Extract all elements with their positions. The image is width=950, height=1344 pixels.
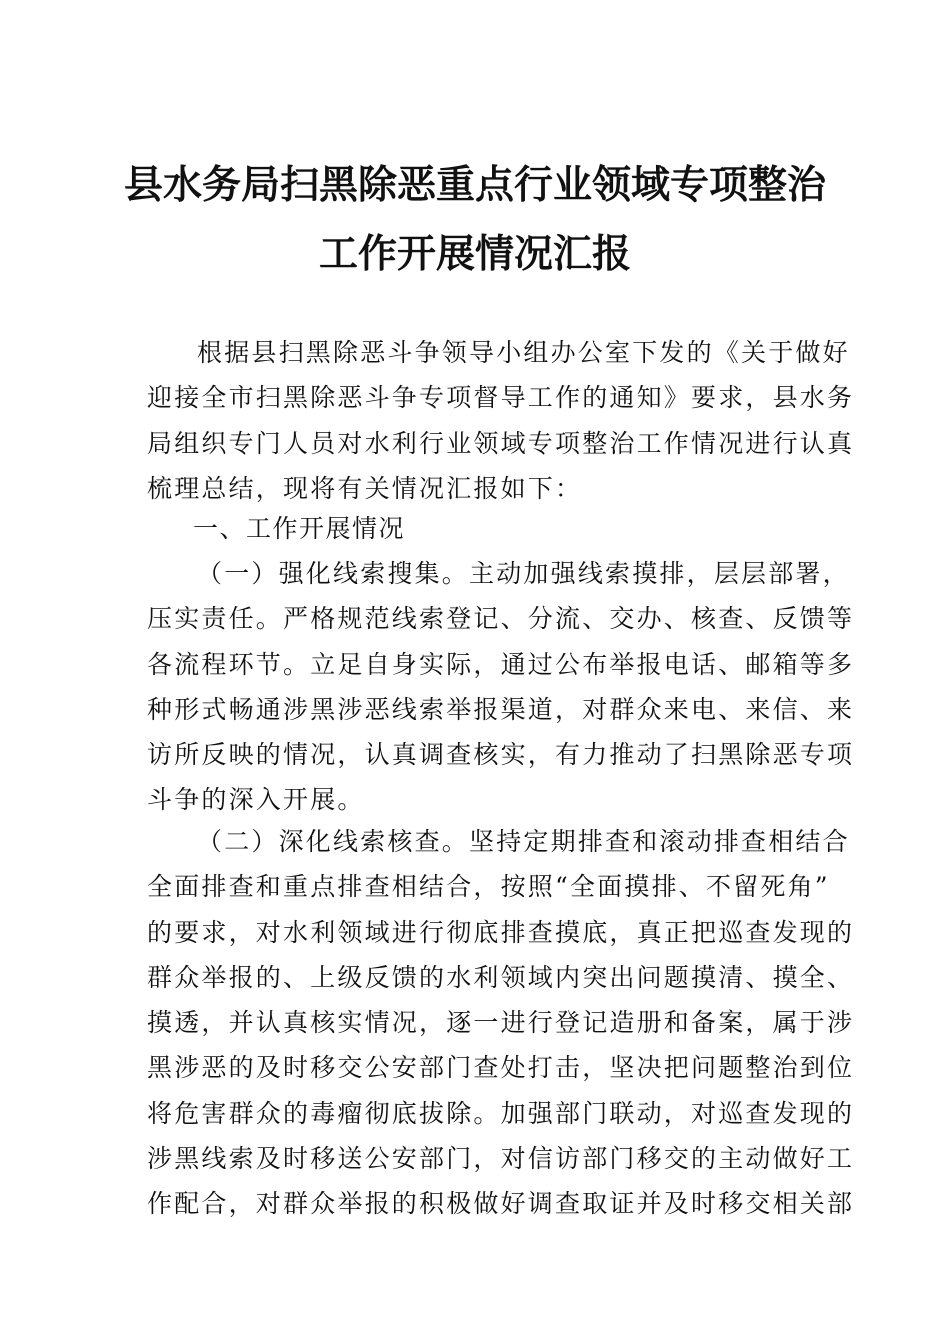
item-2-first-line-rest: 坚持定期排查和滚动排查相结合 [469, 827, 850, 856]
intro-line: 梳理总结，现将有关情况汇报如下： [147, 473, 583, 503]
item-2-line: 作配合，对群众举报的积极做好调查取证并及时移交相关部 [147, 1189, 855, 1219]
item-2-line: 将危害群众的毒瘤彻底拔除。加强部门联动，对巡查发现的 [147, 1098, 855, 1128]
item-1-paragraph [147, 551, 855, 823]
item-1-first-line-rest: 主动加强线索摸排，层层部署， [469, 559, 850, 588]
document-title-line-2: 工作开展情况汇报 [318, 231, 631, 277]
item-1-line: 压实责任。严格规范线索登记、分流、交办、核查、反馈等 [147, 604, 855, 634]
item-1-line: 斗争的深入开展。 [147, 785, 365, 815]
item-1-line: 访所反映的情况，认真调查核实，有力推动了扫黑除恶专项 [147, 740, 855, 770]
item-2-line: 涉黑线索及时移送公安部门，对信访部门移交的主动做好工 [147, 1144, 855, 1174]
item-2-first-line [147, 819, 850, 864]
item-2-label: （二）深化线索核查。 [197, 827, 470, 856]
item-1-line: 各流程环节。立足自身实际，通过公布举报电话、邮箱等多 [147, 649, 855, 679]
item-2-line: 黑涉恶的及时移交公安部门查处打击，坚决把问题整治到位 [147, 1053, 855, 1083]
intro-paragraph [147, 330, 855, 511]
item-2-line: 的要求，对水利领域进行彻底排查摸底，真正把巡查发现的 [147, 917, 855, 947]
section-heading: 一、工作开展情况 [193, 514, 406, 543]
intro-line: 局组织专门人员对水利行业领域专项整治工作情况进行认真 [147, 428, 855, 458]
item-1-line: 种形式畅通涉黑涉恶线索举报渠道，对群众来电、来信、来 [147, 694, 855, 724]
item-2-line: 摸透，并认真核实情况，逐一进行登记造册和备案，属于涉 [147, 1008, 855, 1038]
item-1-label: （一）强化线索搜集。 [197, 559, 470, 588]
item-2-line: 全面排查和重点排查相结合，按照“全面摸排、不留死角” [147, 872, 830, 902]
intro-line: 根据县扫黑除恶斗争领导小组办公室下发的《关于做好 [197, 338, 850, 367]
item-2-line: 群众举报的、上级反馈的水利领域内突出问题摸清、摸全、 [147, 962, 855, 992]
item-2-paragraph [147, 819, 855, 1227]
intro-line: 迎接全市扫黑除恶斗争专项督导工作的通知》要求，县水务 [147, 383, 855, 413]
item-1-first-line [147, 551, 850, 596]
document-title-line-1: 县水务局扫黑除恶重点行业领域专项整治 [123, 162, 826, 208]
